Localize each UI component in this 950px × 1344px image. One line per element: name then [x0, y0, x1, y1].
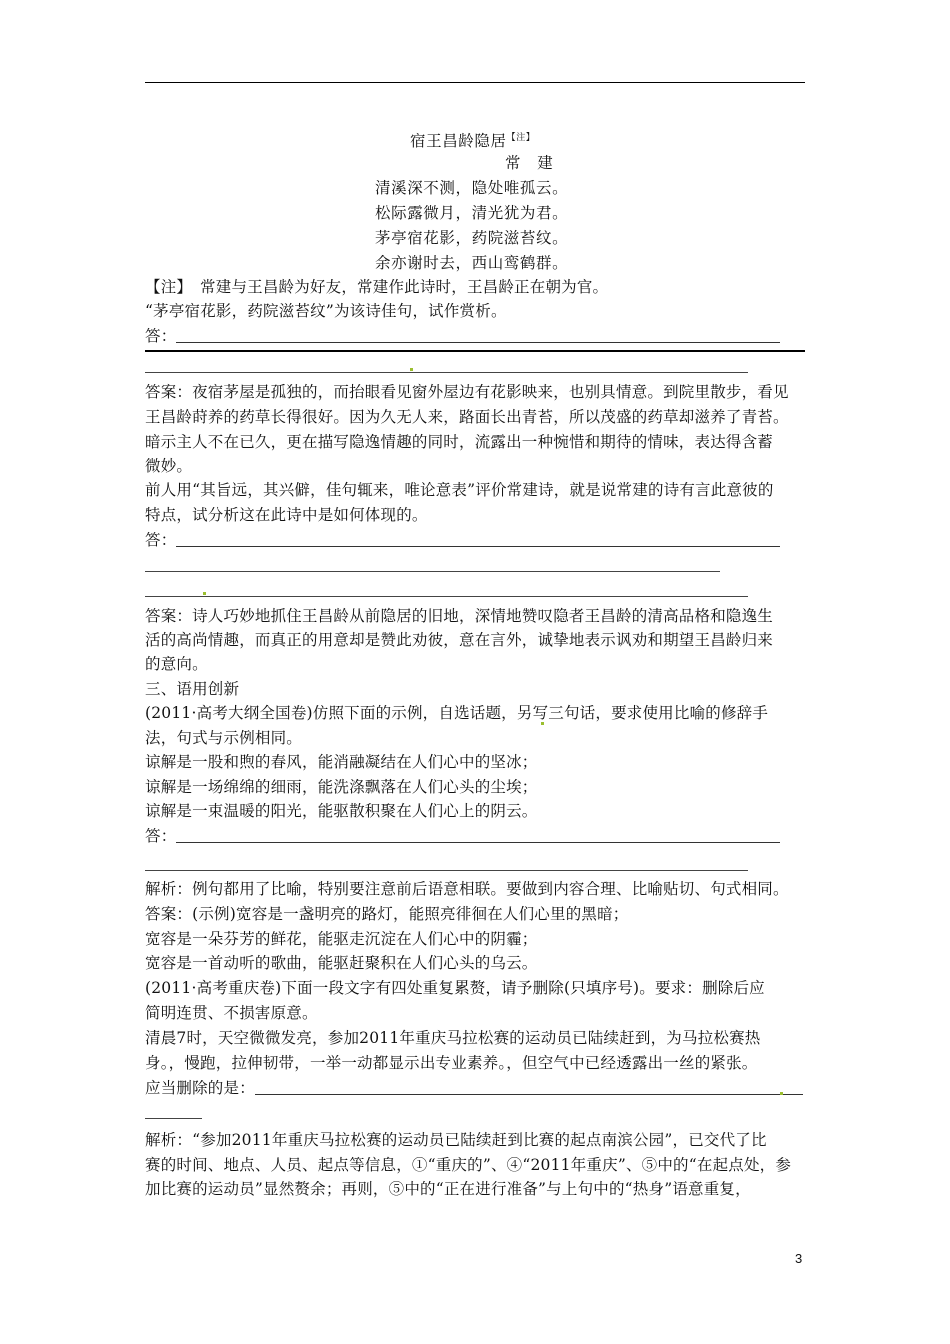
marker-dot — [541, 722, 544, 725]
answer-line-1 — [145, 324, 815, 348]
blank-line — [145, 372, 748, 373]
question-4-passage: 清晨7时，天空微微发亮，参加2011年重庆马拉松赛的运动员已陆续赶到，为马拉松赛热 — [145, 1029, 761, 1047]
answer-3: 答案：(示例)宽容是一盏明亮的路灯，能照亮徘徊在人们心里的黑暗； — [145, 905, 629, 923]
marker-dot — [203, 592, 206, 595]
blank-line — [145, 596, 748, 597]
poem-line: 余亦谢时去，西山鸾鹤群。 — [375, 254, 569, 272]
poem-note — [145, 275, 815, 299]
question-2: 前人用“其旨远，其兴僻，佳句辄来，唯论意表”评价常建诗，就是说常建的诗有言此意彼的 — [145, 481, 774, 499]
question-3: (2011·高考大纲全国卷)仿照下面的示例，自选话题，另写三句话，要求使用比喻的修辞手 — [145, 704, 769, 722]
example-sentence: 谅解是一股和煦的春风，能消融凝结在人们心中的坚冰； — [145, 753, 538, 771]
poem-line: 茅亭宿花影，药院滋苔纹。 — [375, 229, 569, 247]
thick-divider — [145, 350, 805, 352]
answer-label: 答： — [145, 827, 177, 845]
example-sentence: 谅解是一场绵绵的细雨，能洗涤飘落在人们心头的尘埃； — [145, 778, 538, 796]
answer-1: 王昌龄莳养的药草长得很好。因为久无人来，路面长出青苔，所以茂盛的药草却滋养了青苔。 — [145, 408, 789, 426]
blank-line — [255, 1094, 803, 1095]
poem-author: 常 建 — [505, 154, 554, 172]
page-number: 3 — [795, 1251, 803, 1266]
poem-title-note: 【注】 — [506, 133, 536, 143]
answer-line-4 — [145, 1076, 815, 1100]
analysis-4: 加比赛的运动员”显然赘余；再则，⑤中的“正在进行准备”与上句中的“热身”语意重复， — [145, 1180, 751, 1198]
poem-title — [410, 126, 535, 153]
marker-dot — [410, 368, 413, 371]
section-heading: 三、语用创新 — [145, 680, 240, 698]
example-sentence: 谅解是一束温暖的阳光，能驱散积聚在人们心上的阴云。 — [145, 802, 538, 820]
answer-line-3 — [145, 824, 815, 848]
question-4: (2011·高考重庆卷)下面一段文字有四处重复累赘，请予删除(只填序号)。要求：删除后应 — [145, 979, 765, 997]
poem-title-text: 宿王昌龄隐居 — [410, 132, 507, 150]
answer-1: 暗示主人不在已久，更在描写隐逸情趣的同时，流露出一种惋惜和期待的情味，表达得含蓄 — [145, 433, 774, 451]
answer-line-2 — [145, 528, 815, 552]
blank-line — [145, 870, 748, 871]
analysis-4: 赛的时间、地点、人员、起点等信息，①“重庆的”、④“2011年重庆”、⑤中的“在起点处，参 — [145, 1156, 792, 1174]
question-1: “茅亭宿花影，药院滋苔纹”为该诗佳句，试作赏析。 — [145, 302, 507, 320]
answer-1: 微妙。 — [145, 457, 193, 475]
marker-dot — [780, 1092, 783, 1095]
answer-2: 活的高尚情趣，而真正的用意却是赞此劝彼，意在言外，诚挚地表示讽劝和期望王昌龄归来 — [145, 631, 774, 649]
poem-line: 清溪深不测，隐处唯孤云。 — [375, 179, 569, 197]
analysis-4: 解析：“参加2011年重庆马拉松赛的运动员已陆续赶到比赛的起点南滨公园”，已交代了比 — [145, 1131, 767, 1149]
question-4-passage: 身。，慢跑，拉伸韧带，一举一动都显示出专业素养。，但空气中已经透露出一丝的紧张。 — [145, 1054, 758, 1072]
analysis-3: 解析：例句都用了比喻，特别要注意前后语意相联。要做到内容合理、比喻贴切、句式相同。 — [145, 880, 789, 898]
answer-label: 应当删除的是： — [145, 1079, 255, 1097]
note-text: 常建与王昌龄为好友，常建作此诗时，王昌龄正在朝为官。 — [184, 278, 609, 296]
blank-line — [145, 571, 720, 572]
blank-line — [145, 1118, 202, 1119]
answer-3: 宽容是一首动听的歌曲，能驱赶聚积在人们心头的乌云。 — [145, 954, 538, 972]
answer-2: 答案：诗人巧妙地抓住王昌龄从前隐居的旧地，深情地赞叹隐者王昌龄的清高品格和隐逸生 — [145, 607, 774, 625]
question-4: 简明连贯、不损害原意。 — [145, 1004, 318, 1022]
answer-label: 答： — [145, 531, 177, 549]
blank-line — [176, 342, 780, 343]
blank-line — [176, 842, 780, 843]
note-label: 【注】 — [145, 278, 185, 296]
answer-3: 宽容是一朵芬芳的鲜花，能驱走沉淀在人们心中的阴霾； — [145, 930, 538, 948]
question-2: 特点，试分析这在此诗中是如何体现的。 — [145, 506, 428, 524]
question-3: 法，句式与示例相同。 — [145, 729, 303, 747]
poem-line: 松际露微月，清光犹为君。 — [375, 204, 569, 222]
answer-label: 答： — [145, 327, 177, 345]
answer-2: 的意向。 — [145, 655, 208, 673]
blank-line — [176, 546, 780, 547]
header-rule — [145, 82, 805, 83]
answer-1: 答案：夜宿茅屋是孤独的，而抬眼看见窗外屋边有花影映来，也别具情意。到院里散步，看见 — [145, 383, 789, 401]
